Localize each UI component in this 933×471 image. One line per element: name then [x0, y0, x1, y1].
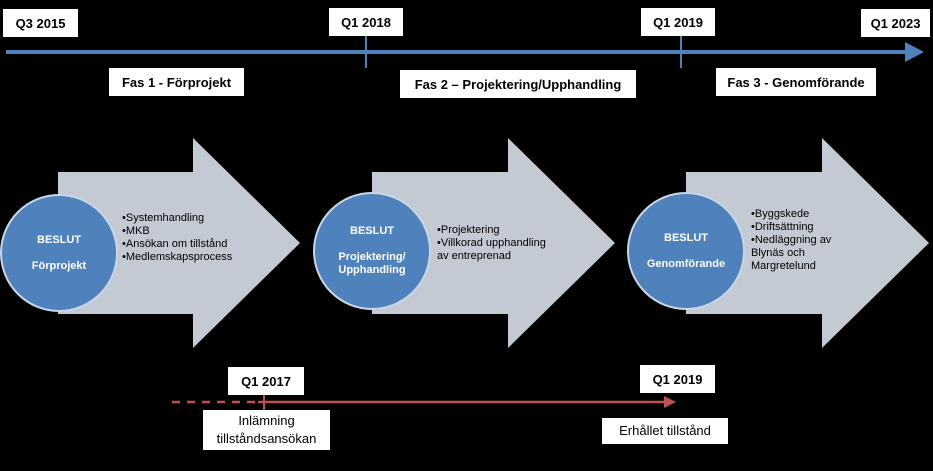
milestone-label-q1-2023: Q1 2023: [861, 9, 930, 37]
milestone-label-q1-2019: Q1 2019: [641, 8, 715, 36]
top-timeline-arrowhead: [905, 42, 924, 62]
decision-name-3: Genomförande: [646, 257, 726, 270]
task-item: • Projektering: [437, 224, 555, 237]
decision-title-2: BESLUT: [350, 225, 394, 237]
decision-title-1: BESLUT: [37, 233, 81, 246]
decision-name-2: Projektering/ Upphandling: [338, 251, 406, 276]
task-item: • MKB: [122, 225, 247, 238]
phase-2-tasks: [437, 224, 555, 263]
milestone-label-q1-2018: Q1 2018: [329, 8, 403, 36]
task-item: • Medlemskapsprocess: [122, 251, 247, 264]
decision-title-3: BESLUT: [664, 231, 708, 244]
decision-name-1: Förprojekt: [31, 259, 87, 272]
task-item: • Byggskede: [751, 208, 841, 221]
phase-label-2: Fas 2 – Projektering/Upphandling: [400, 70, 636, 98]
decision-circle-1: [0, 194, 118, 312]
permit-end-label: Q1 2019: [640, 365, 715, 393]
phase-label-1: Fas 1 - Förprojekt: [109, 68, 244, 96]
phase-1-tasks: [122, 212, 247, 264]
phase-3-tasks: [751, 208, 841, 273]
permit-start-caption: Inlämning tillståndsansökan: [203, 410, 330, 450]
permit-end-caption: Erhållet tillstånd: [602, 418, 728, 444]
permit-start-label: Q1 2017: [228, 367, 304, 395]
phase-label-3: Fas 3 - Genomförande: [716, 68, 876, 96]
task-item: • Ansökan om tillstånd: [122, 238, 247, 251]
task-item: • Driftsättning: [751, 221, 841, 234]
decision-circle-3: [627, 192, 745, 310]
task-item: • Systemhandling: [122, 212, 247, 225]
task-item: • Villkorad upphandling av entreprenad: [437, 237, 555, 263]
permit-timeline-arrowhead: [664, 396, 676, 408]
milestone-label-q3-2015: Q3 2015: [3, 9, 78, 37]
decision-circle-2: [313, 192, 431, 310]
task-item: • Nedläggning av Blynäs och Margretelund: [751, 234, 841, 273]
